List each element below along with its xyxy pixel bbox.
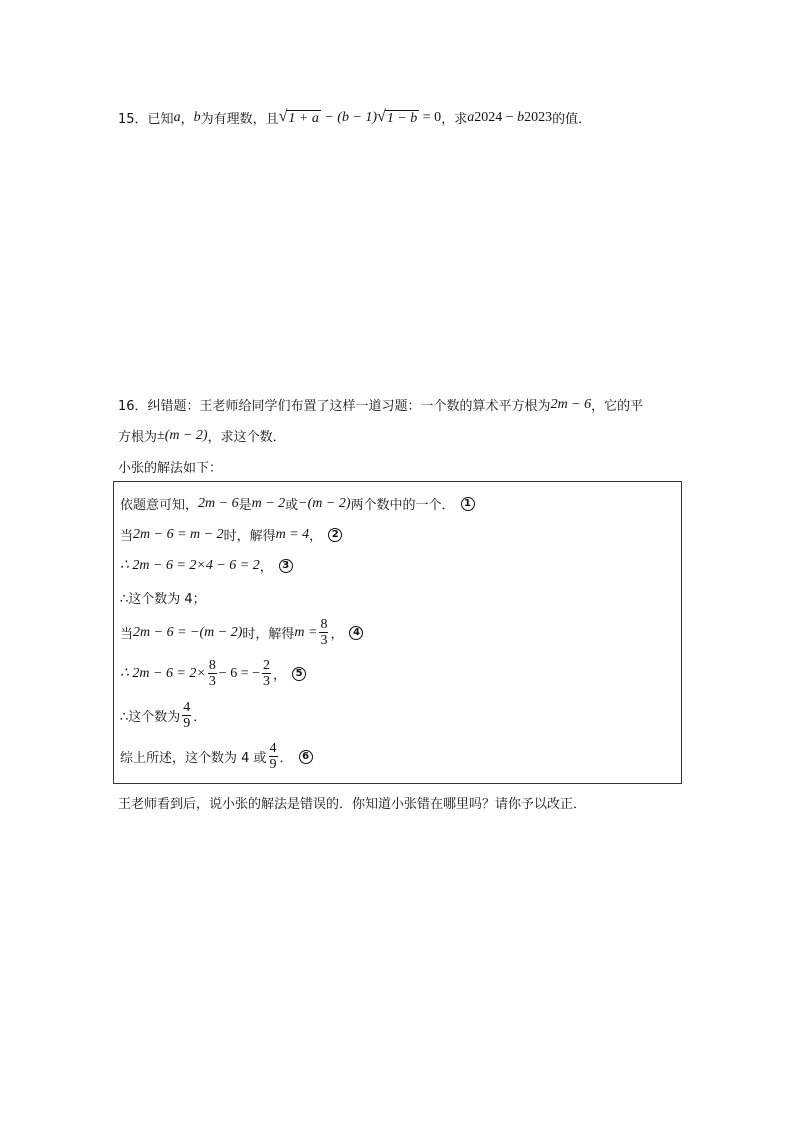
step-marker-5: 5 — [292, 667, 306, 681]
solution-step-4: ∴这个数为 4； — [120, 592, 206, 607]
fraction: $\frac{4}{9}$ — [183, 700, 191, 731]
question-number: 16． — [118, 399, 148, 414]
solution-step-1: 依题意可知， 2m − 6 是 m − 2 或 −(m − 2) 两个数中的一个． 1 — [120, 494, 475, 513]
step-marker-2: 2 — [328, 528, 342, 542]
solution-step-6: ∴ 2m − 6 = 2× $\frac{8}{3}$ − 6 = − $\frac{2}{3}$ ， 5 — [120, 658, 306, 689]
sqrt-expression: √ 1 − b — [377, 108, 418, 126]
sqrt-expression: √ 1 + a — [278, 108, 319, 126]
step-marker-4: 4 — [349, 626, 363, 640]
fraction: $\frac{8}{3}$ — [320, 617, 328, 648]
question-16-line-2: 方根为 ±(m − 2) ，求这个数． — [118, 427, 286, 445]
solution-step-3: ∴ 2m − 6 = 2×4 − 6 = 2 ， 3 — [120, 556, 293, 575]
fraction: $\frac{4}{9}$ — [269, 741, 277, 772]
solution-step-2: 当 2m − 6 = m − 2 时，解得 m = 4 ， 2 — [120, 525, 342, 544]
question-16-closing: 王老师看到后，说小张的解法是错误的．你知道小张错在哪里吗？请你予以改正． — [118, 797, 587, 812]
question-number: 15． — [118, 112, 148, 127]
solution-step-7: ∴这个数为 $\frac{4}{9}$ ． — [120, 700, 207, 731]
step-marker-1: 1 — [461, 497, 475, 511]
solution-step-8: 综上所述，这个数为 4 或 $\frac{4}{9}$ ． 6 — [120, 741, 313, 772]
question-16-line-3: 小张的解法如下： — [118, 461, 223, 476]
fraction: $\frac{8}{3}$ — [208, 658, 216, 689]
solution-step-5: 当 2m − 6 = −(m − 2) 时，解得 m = $\frac{8}{3}$ ， 4 — [120, 617, 363, 648]
step-marker-6: 6 — [299, 750, 313, 764]
question-15: 15． 已知 a ， b 为有理数，且 √ 1 + a − (b − 1) √ 1 − b = 0 ，求 a 2024 − b 2023 的值． — [118, 108, 592, 127]
step-marker-3: 3 — [279, 559, 293, 573]
question-16-line-1: 16． 纠错题：王老师给同学们布置了这样一道习题：一个数的算术平方根为 2m − 6 ，它的平 — [118, 396, 644, 414]
fraction: $\frac{2}{3}$ — [263, 658, 271, 689]
